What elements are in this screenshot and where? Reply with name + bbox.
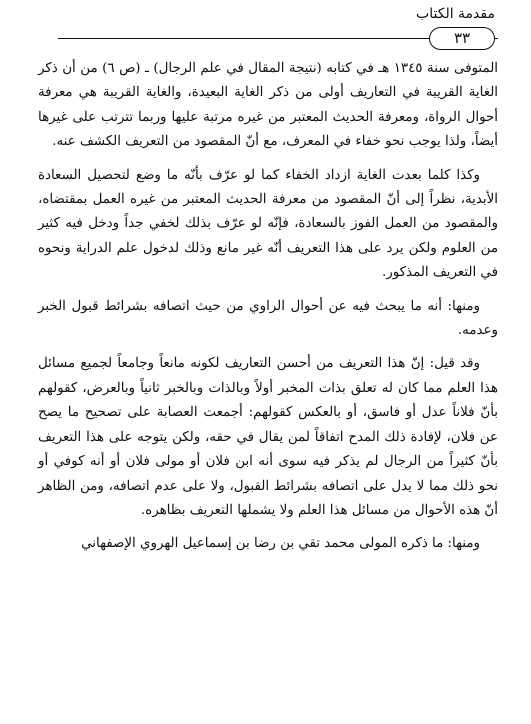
paragraph-5: ومنها: ما ذكره المولى محمد تقي بن رضا بن إسماعيل الهروي الإصفهاني [81,536,480,552]
body-text [38,57,498,566]
running-header-title: مقدمة الكتاب [416,6,495,22]
paragraph-4: وقد قيل: إنّ هذا التعريف من أحسن التعاريف لكونه مانعاً وجامعاً لجميع مسائل هذا العلم مما كان له تعلق بذات المخبر أولاً وبالذات وبالخبر ثانياً وبالعرض، كقولهم بأنّ فلاناً عدل أو فاسق، أو بالعكس كقولهم: أجمعت العصابة على تصحيح ما يصح عن فلان، لإفادة ذلك المدح اتفاقاً لمن يقال في حقه، ولكن يتوجه على هذا التعريف بأنّ كثيراً من الرجال لم يذكر فيه سوى أنه ابن فلان أو مولى فلان أو أنه كوفي أو نحو ذلك مما لا يدل على اتصافه بشرائط القبول، ولا على عدم اتصافه، ومن الظاهر أنّ هذه الأحوال من مسائل هذا العلم ولا يشملها التعريف بظاهره. [38,356,498,518]
page-number-badge: ٣٣ [429,27,495,50]
paragraph-2: وكذا كلما بعدت الغاية ازداد الخفاء كما لو عرّف بأنّه ما وضع لتحصيل السعادة الأبدية، نظراً إلى أنّ المقصود من معرفة الحديث المعتبر من غيره العمل بمقتضاه، والمقصود من العمل الفوز بالسعادة، فإنّه لو عرّف بذلك لخفي جداً ودخل فيه كثير من العلوم ولكن يرد على هذا التعريف أنّه غير مانع وذلك لدخول علم الدراية ونحوه في التعريف المذكور. [38,167,498,281]
paragraph-3: ومنها: أنه ما يبحث فيه عن أحوال الراوي من حيث اتصافه بشرائط قبول الخبر وعدمه. [38,298,498,339]
paragraph-1: المتوفى سنة ١٣٤٥ هـ في كتابه (نتيجة المقال في علم الرجال) ـ (ص ٦) من أن ذكر الغاية القريبة في التعاريف أولى من ذكر الغاية البعيدة، والغاية القريبة هي معرفة أحوال الرواة، ومعرفة الحديث المعتبر من غيره مرتبة عليها وربما تترتب على غيرها أيضاً، ولذا يوجب نحو خفاء في المعرف، مع أنّ المقصود من التعريف الكشف عنه. [38,61,499,150]
